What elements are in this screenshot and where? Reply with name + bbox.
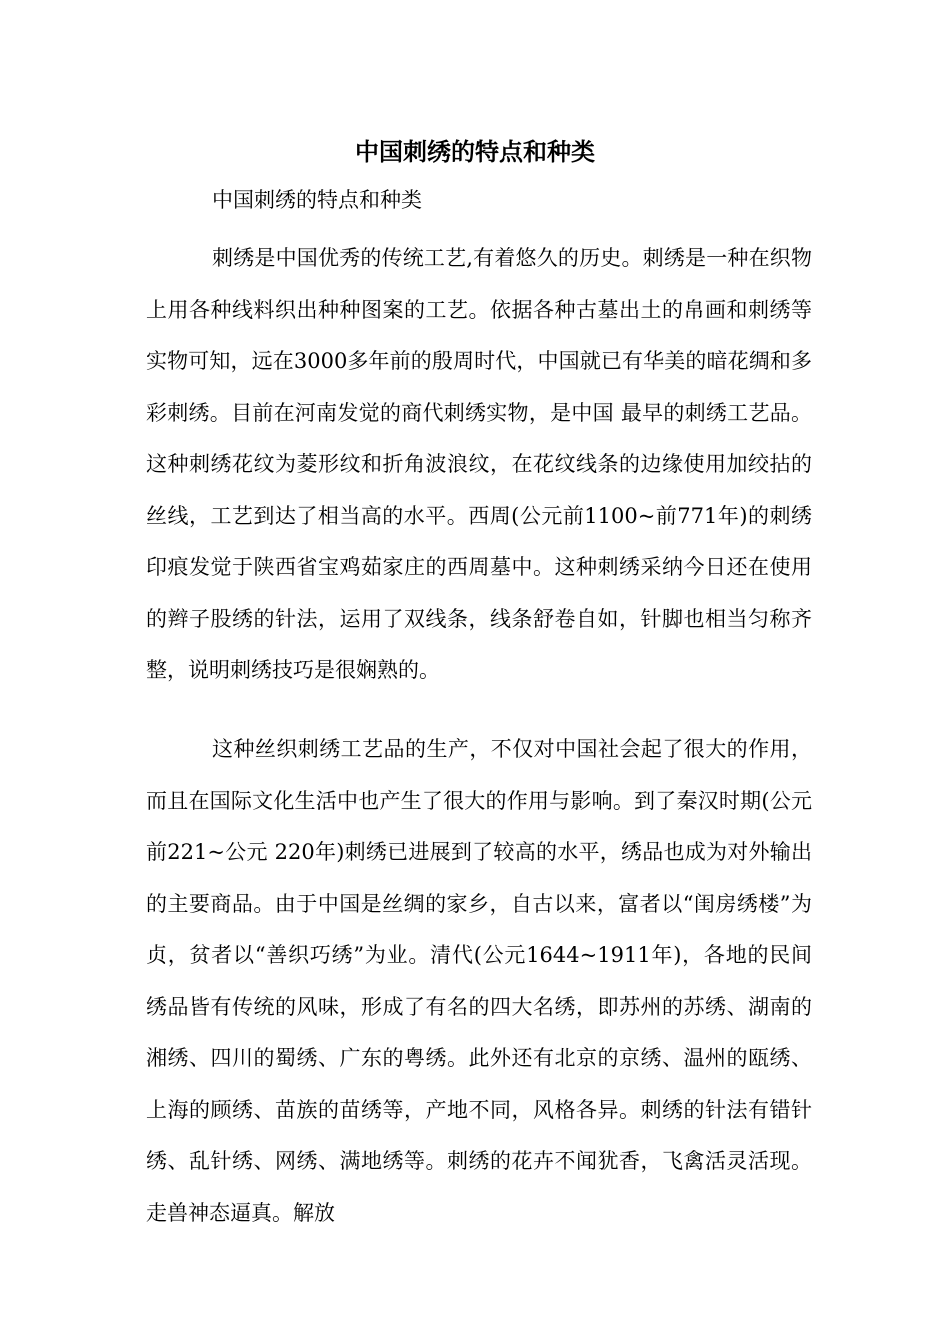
document-title: 中国刺绣的特点和种类 [355,137,595,166]
paragraph-influence: 这种丝织刺绣工艺品的生产，不仅对中国社会起了很大的作用，而且在国际文化生活中也产生了很大的作用与影响。到了秦汉时期(公元前221~公元 220年)刺绣已进展到了较高的水平，绣品也成为对外输出的主要商品。由于中国是丝绸的家乡，自古以来，富者以“闺房绣楼”为贞，贫者以“善织巧绣”为业。清代(公元1644~1911年)，各地的民间绣品皆有传统的风味，形成了有名的四大名绣，即苏州的苏绣、湖南的湘绣、四川的蜀绣、广东的粤绣。此外还有北京的京绣、温州的瓯绣、上海的顾绣、苗族的苗绣等，产地不同，风格各异。刺绣的针法有错针绣、乱针绣、网绣、满地绣等。刺绣的花卉不闻犹香，飞禽活灵活现。走兽神态逼真。解放 [146,737,812,1225]
paragraph-history: 刺绣是中国优秀的传统工艺,有着悠久的历史。刺绣是一种在织物上用各种线料织出种种图案的工艺。依据各种古墓出土的帛画和刺绣等实物可知，远在3000多年前的殷周时代，中国就已有华美的暗花绸和多彩刺绣。目前在河南发觉的商代刺绣实物，是中国 最早的刺绣工艺品。这种刺绣花纹为菱形纹和折角波浪纹，在花纹线条的边缘使用加绞拈的丝线，工艺到达了相当高的水平。西周(公元前1100~前771年)的刺绣印痕发觉于陕西省宝鸡茹家庄的西周墓中。这种刺绣采纳今日还在使用的辫子股绣的针法，运用了双线条，线条舒卷自如，针脚也相当匀称齐整，说明刺绣技巧是很娴熟的。 [146,246,812,682]
document-subtitle: 中国刺绣的特点和种类 [212,188,422,212]
